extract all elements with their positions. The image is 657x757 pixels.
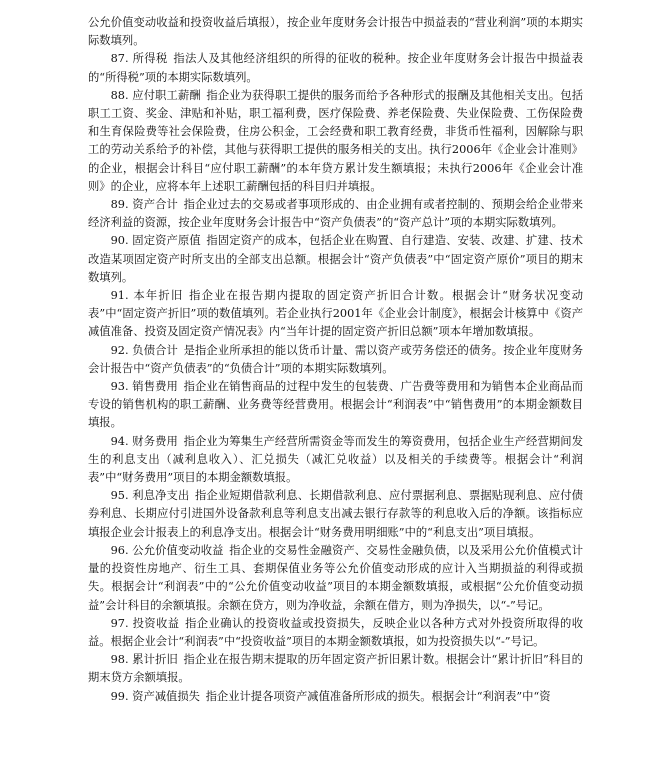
paragraph-text: 指企业为获得职工提供的服务而给予各种形式的报酬及其他相关支出。包括职工工资、奖金、津贴和补贴，职工福利费，医疗保险费、养老保险费、失业保险费、工伤保险费和生育保险费等社会保险费，住房公积金，工会经费和职工教育经费，非货币性福利，因解除与职工的劳动关系给予的补偿，其他与获得职工提供的服务相关的支出。执行2006年《企业会计准则》的企业，根据会计科目“应付职工薪酬”的本年贷方累计发生额填报；未执行2006年《企业会计准则》的企业，应将本年上述职工薪酬包括的科目归并填报。 (88, 88, 583, 193)
paragraph-text: 指固定资产的成本，包括企业在购置、自行建造、安装、改建、扩建、技术改造某项固定资产时所支出的全部支出总额。根据会计“资产负债表”中“固定资产原价”项目的期末数填列。 (88, 234, 583, 284)
paragraph-text: 指企业在报告期内提取的固定资产折旧合计数。根据会计“财务状况变动表”中“固定资产折旧”项的数值填列。若企业执行2001年《企业会计制度》，根据会计核算中《资产减值准备、投资及固定资产情况表》内“当年计提的固定资产折旧总额”项本年增加数填报。 (88, 289, 584, 339)
item-number: 87. (110, 52, 129, 66)
item-term: 累计折旧 (132, 653, 178, 667)
item-term: 资产减值损失 (132, 689, 200, 703)
paragraph-91 (88, 287, 583, 342)
item-number: 89. (110, 198, 129, 212)
item-number: 95. (110, 489, 129, 503)
item-number: 99. (110, 689, 129, 703)
paragraph-text: 指企业在报告期末提取的历年固定资产折旧累计数。根据会计“累计折旧”科目的期末贷方余额填报。 (88, 653, 583, 685)
paragraph-87 (88, 50, 583, 86)
paragraph-97 (88, 615, 583, 651)
paragraph-90 (88, 232, 583, 287)
item-number: 93. (110, 380, 129, 394)
item-number: 92. (110, 343, 129, 357)
paragraph-86-continuation (88, 14, 583, 50)
item-number: 90. (110, 234, 129, 248)
paragraph-text: 指企业在销售商品的过程中发生的包装费、广告费等费用和为销售本企业商品而专设的销售机构的职工薪酬、业务费等经营费用。根据会计“利润表”中“销售费用”的本期金额数目填报。 (88, 380, 583, 430)
paragraph-text: 是指企业所承担的能以货币计量、需以资产或劳务偿还的债务。按企业年度财务会计报告中“资产负债表”的“负债合计”项的本期实际数填列。 (88, 343, 583, 375)
item-number: 98. (110, 653, 129, 667)
paragraph-99 (88, 688, 583, 706)
item-number: 97. (110, 616, 129, 630)
paragraph-text: 指企业的交易性金融资产、交易性金融负债，以及采用公允价值模式计量的投资性房地产、衍生工具、套期保值业务等公允价值变动形成的应计入当期损益的利得或损失。根据会计“利润表”中的“公允价值变动收益”项目的本期金额数填报，或根据“公允价值变动损益”会计科目的余额填报。余额在贷方，则为净收益，余额在借方，则为净损失，以“-”号记。 (88, 543, 583, 612)
item-term: 销售费用 (132, 380, 178, 394)
item-term: 本年折旧 (133, 289, 184, 303)
paragraph-text: 指企业为筹集生产经营所需资金等而发生的筹资费用，包括企业生产经营期间发生的利息支出（减利息收入）、汇兑损失（减汇兑收益）以及相关的手续费等。根据会计“利润表”中“财务费用”项目的本期金额数填报。 (88, 434, 583, 485)
paragraph-95 (88, 487, 583, 542)
item-term: 资产合计 (132, 198, 178, 212)
paragraph-93 (88, 378, 583, 433)
item-term: 所得税 (132, 52, 168, 66)
paragraph-94 (88, 433, 583, 488)
paragraph-92 (88, 342, 583, 378)
item-term: 固定资产原值 (132, 234, 201, 248)
paragraph-text: 指企业短期借款利息、长期借款利息、应付票据利息、票据贴现利息、应付债券利息、长期应付引进国外设备款利息等利息支出减去银行存款等的利息收入后的净额。该指标应填报企业会计报表上的利息净支出。根据会计“财务费用明细账”中的“利息支出”项目填报。 (88, 489, 583, 539)
paragraph-text: 指企业确认的投资收益或投资损失，反映企业以各种方式对外投资所取得的收益。根据企业会计“利润表”中“投资收益”项目的本期金额数填报，如为投资损失以“-”号记。 (88, 616, 583, 648)
paragraph-text: 指企业过去的交易或者事项形成的、由企业拥有或者控制的、预期会给企业带来经济利益的资源，按企业年度财务会计报告中“资产负债表”的“资产总计”项的本期实际数填列。 (88, 198, 583, 230)
paragraph-98 (88, 651, 583, 687)
paragraph-text: 公允价值变动收益和投资收益后填报），按企业年度财务会计报告中损益表的“营业利润”项的本期实际数填列。 (88, 16, 583, 48)
item-number: 94. (110, 434, 129, 448)
item-number: 88. (110, 88, 129, 102)
paragraph-96 (88, 542, 583, 615)
item-term: 负债合计 (132, 343, 178, 357)
item-number: 91. (110, 289, 129, 303)
item-term: 财务费用 (132, 434, 178, 448)
paragraph-text: 指企业计提各项资产减值准备所形成的损失。根据会计“利润表”中“资 (205, 689, 551, 703)
paragraph-text: 指法人及其他经济组织的所得的征收的税种。按企业年度财务会计报告中损益表的“所得税”项的本期实际数填列。 (88, 52, 583, 84)
document-page (88, 14, 583, 706)
item-term: 投资收益 (132, 616, 180, 630)
item-number: 96. (110, 543, 129, 557)
item-term: 应付职工薪酬 (132, 88, 201, 102)
item-term: 公允价值变动收益 (132, 543, 224, 557)
item-term: 利息净支出 (132, 489, 190, 503)
paragraph-88 (88, 87, 583, 196)
paragraph-89 (88, 196, 583, 232)
